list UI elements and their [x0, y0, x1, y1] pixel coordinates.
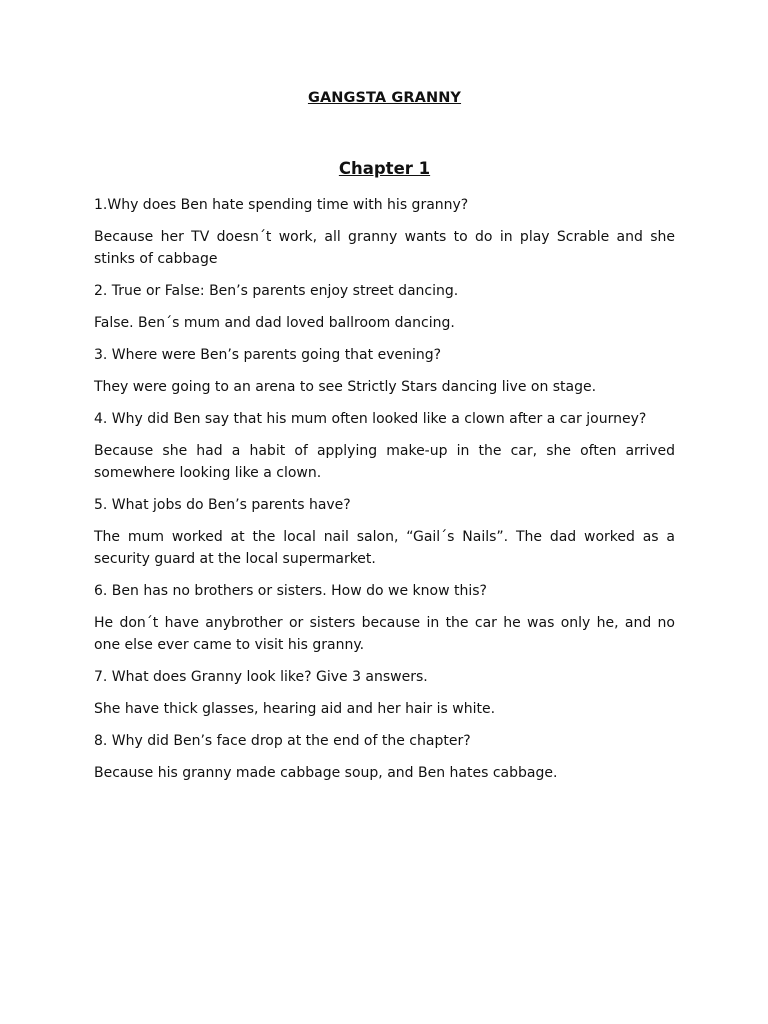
question-5: 5. What jobs do Ben’s parents have?	[94, 497, 351, 513]
answer-3: They were going to an arena to see Strictly Stars dancing live on stage.	[94, 379, 597, 395]
question-3: 3. Where were Ben’s parents going that evening?	[94, 347, 442, 363]
answer-4: Because she had a habit of applying make-up in the car, she often arrived somewhere looking like a clown.	[94, 443, 675, 481]
question-7: 7. What does Granny look like? Give 3 answers.	[94, 669, 428, 685]
document-page	[94, 0, 675, 1024]
document-title: GANGSTA GRANNY	[307, 90, 462, 106]
question-1: 1.Why does Ben hate spending time with his granny?	[94, 197, 469, 213]
question-answer-list	[94, 194, 675, 794]
question-6: 6. Ben has no brothers or sisters. How do we know this?	[94, 583, 487, 599]
question-2: 2. True or False: Ben’s parents enjoy street dancing.	[94, 283, 459, 299]
question-4: 4. Why did Ben say that his mum often looked like a clown after a car journey?	[94, 411, 647, 427]
answer-8: Because his granny made cabbage soup, and Ben hates cabbage.	[94, 765, 558, 781]
answer-1: Because her TV doesn´t work, all granny wants to do in play Scrable and she stinks of cabbage	[94, 229, 675, 267]
answer-2: False. Ben´s mum and dad loved ballroom dancing.	[94, 315, 455, 331]
answer-5: The mum worked at the local nail salon, “Gail´s Nails”. The dad worked as a security guard at the local supermarket.	[94, 529, 675, 567]
answer-7: She have thick glasses, hearing aid and her hair is white.	[94, 701, 496, 717]
answer-6: He don´t have anybrother or sisters because in the car he was only he, and no one else ever came to visit his granny.	[94, 615, 675, 653]
chapter-heading: Chapter 1	[338, 159, 431, 178]
question-8: 8. Why did Ben’s face drop at the end of the chapter?	[94, 733, 471, 749]
